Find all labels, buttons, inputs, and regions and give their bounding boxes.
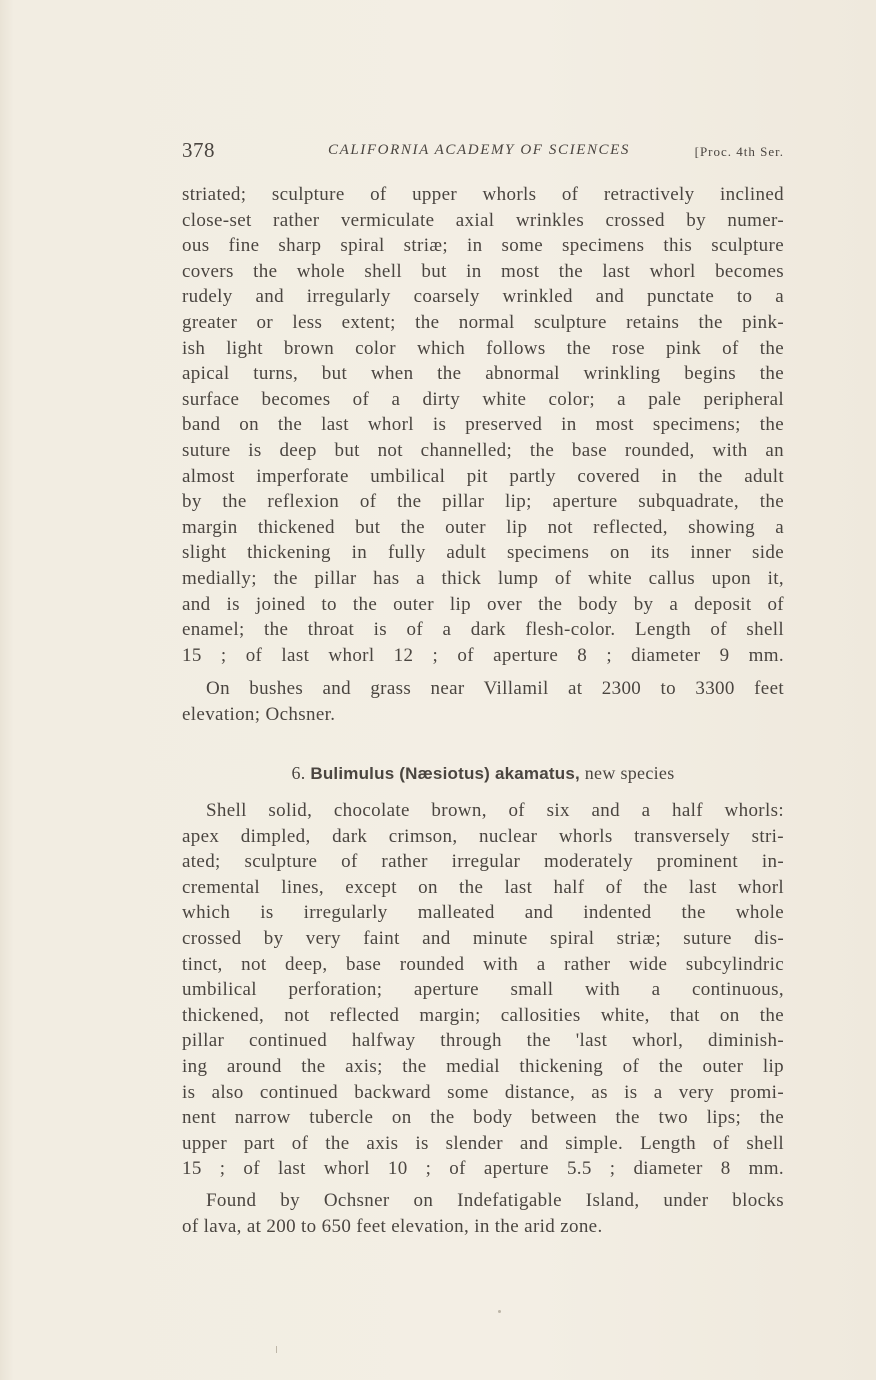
- text-line: surface becomes of a dirty white color; a pale peripheral: [182, 388, 784, 410]
- paper-speck: [498, 1310, 501, 1313]
- text-line: pillar continued halfway through the 'last whorl, diminish-: [182, 1030, 784, 1052]
- text-line: close-set rather vermiculate axial wrinkles crossed by numer-: [182, 209, 784, 231]
- species-number: 6.: [291, 763, 306, 783]
- species-status: new species: [584, 763, 675, 783]
- text-line: apex dimpled, dark crimson, nuclear whorls transversely stri-: [182, 825, 784, 847]
- habitat-paragraph-1: [182, 676, 784, 727]
- text-line: band on the last whorl is preserved in most specimens; the: [182, 414, 784, 436]
- text-line: medially; the pillar has a thick lump of white callus upon it,: [182, 567, 784, 589]
- species-description: [182, 798, 784, 1182]
- text-line: On bushes and grass near Villamil at 2300 to 3300 feet: [206, 678, 784, 699]
- text-line: greater or less extent; the normal sculpture retains the pink-: [182, 311, 784, 333]
- page-number: 378: [182, 138, 215, 162]
- text-line: cremental lines, except on the last half of the last whorl: [182, 876, 784, 898]
- text-line: 15 ; of last whorl 10 ; of aperture 5.5 ; diameter 8 mm.: [182, 1158, 784, 1180]
- text-line: Found by Ochsner on Indefatigable Island, under blocks: [206, 1190, 784, 1211]
- text-line: tinct, not deep, base rounded with a rather wide subcylindric: [182, 953, 784, 975]
- text-line: Shell solid, chocolate brown, of six and a half whorls:: [206, 800, 784, 821]
- text-line: upper part of the axis is slender and simple. Length of shell: [182, 1132, 784, 1154]
- text-line: by the reflexion of the pillar lip; aperture subquadrate, the: [182, 491, 784, 513]
- series-reference: [Proc. 4th Ser.: [694, 144, 784, 159]
- paper-speck: [276, 1346, 277, 1353]
- text-line: ing around the axis; the medial thickening of the outer lip: [182, 1055, 784, 1077]
- text-line: ated; sculpture of rather irregular moderately prominent in-: [182, 851, 784, 873]
- text-line: rudely and irregularly coarsely wrinkled and punctate to a: [182, 286, 784, 308]
- text-line: elevation; Ochsner.: [182, 703, 336, 725]
- species-heading: [182, 760, 784, 787]
- continued-description: [182, 182, 784, 668]
- text-line: nent narrow tubercle on the body between the two lips; the: [182, 1107, 784, 1129]
- text-line: striated; sculpture of upper whorls of retractively inclined: [182, 184, 784, 205]
- running-header: [182, 138, 784, 168]
- text-line: suture is deep but not channelled; the base rounded, with an: [182, 439, 784, 461]
- text-line: is also continued backward some distance, as is a very promi-: [182, 1081, 784, 1103]
- text-line: margin thickened but the outer lip not reflected, showing a: [182, 516, 784, 538]
- text-line: 15 ; of last whorl 12 ; of aperture 8 ; diameter 9 mm.: [182, 644, 784, 666]
- habitat-paragraph-2: [182, 1188, 784, 1239]
- text-line: ous fine sharp spiral striæ; in some specimens this sculpture: [182, 235, 784, 257]
- text-line: covers the whole shell but in most the last whorl becomes: [182, 260, 784, 282]
- text-line: umbilical perforation; aperture small with a continuous,: [182, 979, 784, 1001]
- text-line: almost imperforate umbilical pit partly covered in the adult: [182, 465, 784, 487]
- text-line: of lava, at 200 to 650 feet elevation, in the arid zone.: [182, 1215, 603, 1237]
- text-line: slight thickening in fully adult specimens on its inner side: [182, 542, 784, 564]
- text-line: and is joined to the outer lip over the body by a deposit of: [182, 593, 784, 615]
- text-line: thickened, not reflected margin; callosities white, that on the: [182, 1004, 784, 1026]
- text-line: which is irregularly malleated and indented the whole: [182, 902, 784, 924]
- text-line: ish light brown color which follows the rose pink of the: [182, 337, 784, 359]
- text-line: crossed by very faint and minute spiral striæ; suture dis-: [182, 927, 784, 949]
- text-line: apical turns, but when the abnormal wrinkling begins the: [182, 363, 784, 385]
- running-title: CALIFORNIA ACADEMY OF SCIENCES: [328, 142, 631, 158]
- text-line: enamel; the throat is of a dark flesh-color. Length of shell: [182, 619, 784, 641]
- species-name: Bulimulus (Næsiotus) akamatus,: [310, 764, 580, 783]
